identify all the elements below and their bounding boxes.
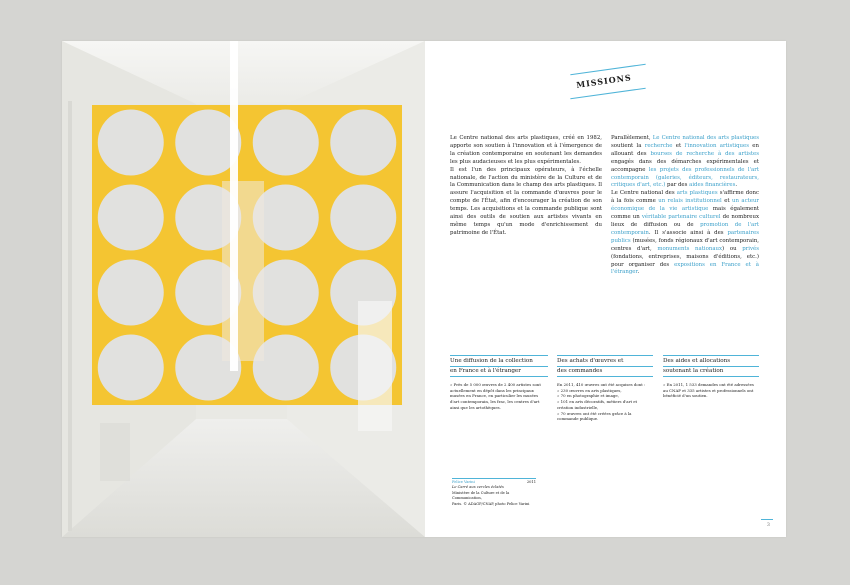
magazine-spread	[62, 41, 786, 537]
circle	[98, 335, 164, 401]
page-number-rule	[761, 519, 773, 520]
circle	[98, 110, 164, 176]
caption-year: 2011	[526, 480, 536, 484]
list-item: » 101 en arts décoratifs, métiers d'art et création industrielle,	[557, 399, 638, 410]
list-item: » Près de 5 000 œuvres de 2 400 artistes sont actuellement en dépôt dans les principaux musées en France, en particulier les musées d'art contemporain, les frac, les centres d'art ainsi que les artothèques.	[450, 382, 541, 410]
box-heading: Une diffusion de la collection en France et à l'étranger	[450, 357, 548, 377]
list-item: » 70 en photographie et image,	[557, 393, 619, 399]
paragraph-1: Parallèlement, Le Centre national des arts plastiques soutient la recherche et l'innovation artistiques en allouant des bourses de recherche à des artistes engagés dans des démarches expérimentales et accompagne les projets des professionnels de l'art contemporain (galeries, éditeurs, restaurateurs, critiques d'art, etc.) par des aides financières.	[611, 135, 759, 189]
installation-photo	[62, 41, 425, 537]
caption-artist: Felice Varini	[452, 480, 475, 484]
circle	[253, 110, 319, 176]
info-box-diffusion	[450, 357, 548, 411]
ceiling-light	[230, 41, 238, 371]
page-title: MISSIONS	[575, 72, 633, 90]
text-page	[425, 41, 786, 537]
paragraph-2: Le Centre national des arts plastiques s'affirme donc à la fois comme un relais institutionnel et un acteur économique de la vie artistique mais également comme un véritable partenaire culturel de nombreux lieux de diffusion ou de promotion de l'art contemporain. Il s'associe ainsi à des partenaires publics (musées, fonds régionaux d'art contemporain, centres d'art, monuments nationaux) ou privés (fondations, entreprises, maisons d'éditions, etc.) pour organiser des expositions en France et à l'étranger.	[611, 190, 760, 276]
circle	[98, 185, 164, 251]
caption-work: Le Carré aux cercles éclatés	[452, 485, 504, 490]
circle	[98, 260, 164, 326]
page-number: 3	[767, 523, 770, 528]
circle	[330, 185, 396, 251]
info-box-aides	[663, 357, 759, 399]
box-heading: Des aides et allocations soutenant la création	[663, 357, 759, 377]
left-text-column	[450, 135, 602, 238]
list-item: En 2011, 410 œuvres ont été acquises dont :	[557, 382, 646, 387]
paragraph: Il est l'un des principaux opérateurs, à l'échelle nationale, de l'action du ministère de la Culture et de la Communication dans le champ des arts plastiques. Il assure l'acquisition et la commande d'œuvres pour le compte de l'État, afin d'encourager la création de son temps. Les acquisitions et la commande publique sont ainsi des outils de soutien aux artistes vivants en même temps qu'un mode d'enrichissement du patrimoine de l'État.	[450, 166, 602, 236]
circle	[330, 110, 396, 176]
installation-photo-graphic	[62, 41, 425, 537]
caption-line: Ministère de la Culture et de la Communication,	[452, 490, 510, 501]
box-heading: Des achats d'œuvres et des commandes	[557, 357, 653, 377]
right-text-column	[611, 135, 759, 277]
photo-caption	[452, 480, 536, 507]
list-item: » 230 œuvres en arts plastiques,	[557, 387, 622, 393]
section-title-block	[570, 67, 646, 105]
list-item: » 70 œuvres ont été créées grâce à la commande publique.	[557, 410, 632, 422]
paragraph: Le Centre national des arts plastiques, créé en 1982, apporte son soutien à l'innovation et à l'émergence de la création contemporaine en soutenant les demandes les plus audacieuses et les plus expérimentales.	[450, 135, 602, 165]
list-item: » En 2011, 1 533 demandes ont été adressées au CNAP et 335 artistes et professionnels ont bénéficié d'un soutien.	[663, 382, 754, 399]
info-box-achats	[557, 357, 653, 422]
caption-line: Paris. © ADAGP/CNAP, photo Felice Varini	[452, 501, 530, 506]
